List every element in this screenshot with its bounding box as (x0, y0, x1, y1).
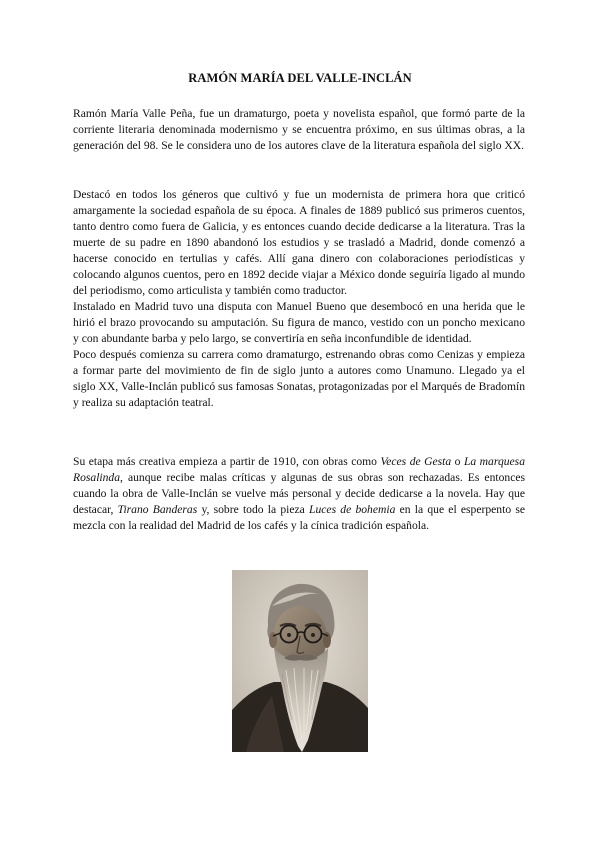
paragraph-text: Poco después comienza su carrera como dramaturgo, estrenando obras como Cenizas y empieza a formar parte del movimiento de fin de siglo junto a autores como Unamuno. Llegado ya el siglo XX, Valle-Inclán publicó sus famosas Sonatas, protagonizadas por el Marqués de Bradomín y realiza su adaptación teatral. (73, 348, 525, 409)
work-title: La marquesa Rosalinda (73, 455, 525, 484)
page-title: RAMÓN MARÍA DEL VALLE-INCLÁN (188, 71, 412, 85)
text-run: y, sobre todo la pieza (197, 503, 310, 516)
work-title: Veces de Gesta (380, 455, 452, 468)
paragraph-text: Instalado en Madrid tuvo una disputa con Manuel Bueno que desembocó en una herida que le hirió el brazo provocando su amputación. Su figura de manco, vestido con un poncho mexicano y con abundante barba y pelo largo, se convertiría en seña inconfundible de identidad. (73, 300, 525, 345)
text-run: , aunque recibe malas críticas y algunas de sus obras son rechazadas. Es entonces cuando la obra de Valle-Inclán se vuelve más personal y decide dedicarse a la novela. Hay que destacar, (73, 471, 525, 516)
paragraph-creative-period (73, 454, 525, 534)
paragraph-text: Destacó en todos los géneros que cultivó y fue un modernista de primera hora que criticó amargamente la sociedad española de su época. A finales de 1889 publicó sus primeros cuentos, tanto dentro como fuera de Galicia, y es entonces cuando decide dedicarse a la literatura. Tras la muerte de su padre en 1890 abandonó los estudios y se trasladó a Madrid, donde comenzó a hacerse conocido en tertulias y cafés. Allí gana dinero con colaboraciones periodísticas y colocando algunos cuentos, pero en 1892 decide viajar a México donde seguiría ligado al mundo del periodismo, como articulista y también como traductor. (73, 188, 525, 297)
portrait-photo (232, 570, 368, 752)
paragraph-biography (73, 187, 525, 411)
text-run: en la que el esperpento se mezcla con la realidad del Madrid de los cafés y la cínica tradición española. (73, 503, 525, 532)
work-title: Luces de bohemia (309, 503, 396, 516)
portrait-illustration (232, 570, 368, 752)
text-run: o (451, 455, 464, 468)
paragraph-text: Ramón María Valle Peña, fue un dramaturgo, poeta y novelista español, que formó parte de la corriente literaria denominada modernismo y se encuentra próximo, en sus últimas obras, a la generación del 98. Se le considera uno de los autores clave de la literatura española del siglo XX. (73, 107, 525, 152)
paragraph-text (73, 454, 525, 534)
work-title: Tirano Banderas (117, 503, 198, 516)
paragraph-intro (73, 106, 525, 154)
text-run: Su etapa más creativa empieza a partir de 1910, con obras como (73, 455, 381, 468)
